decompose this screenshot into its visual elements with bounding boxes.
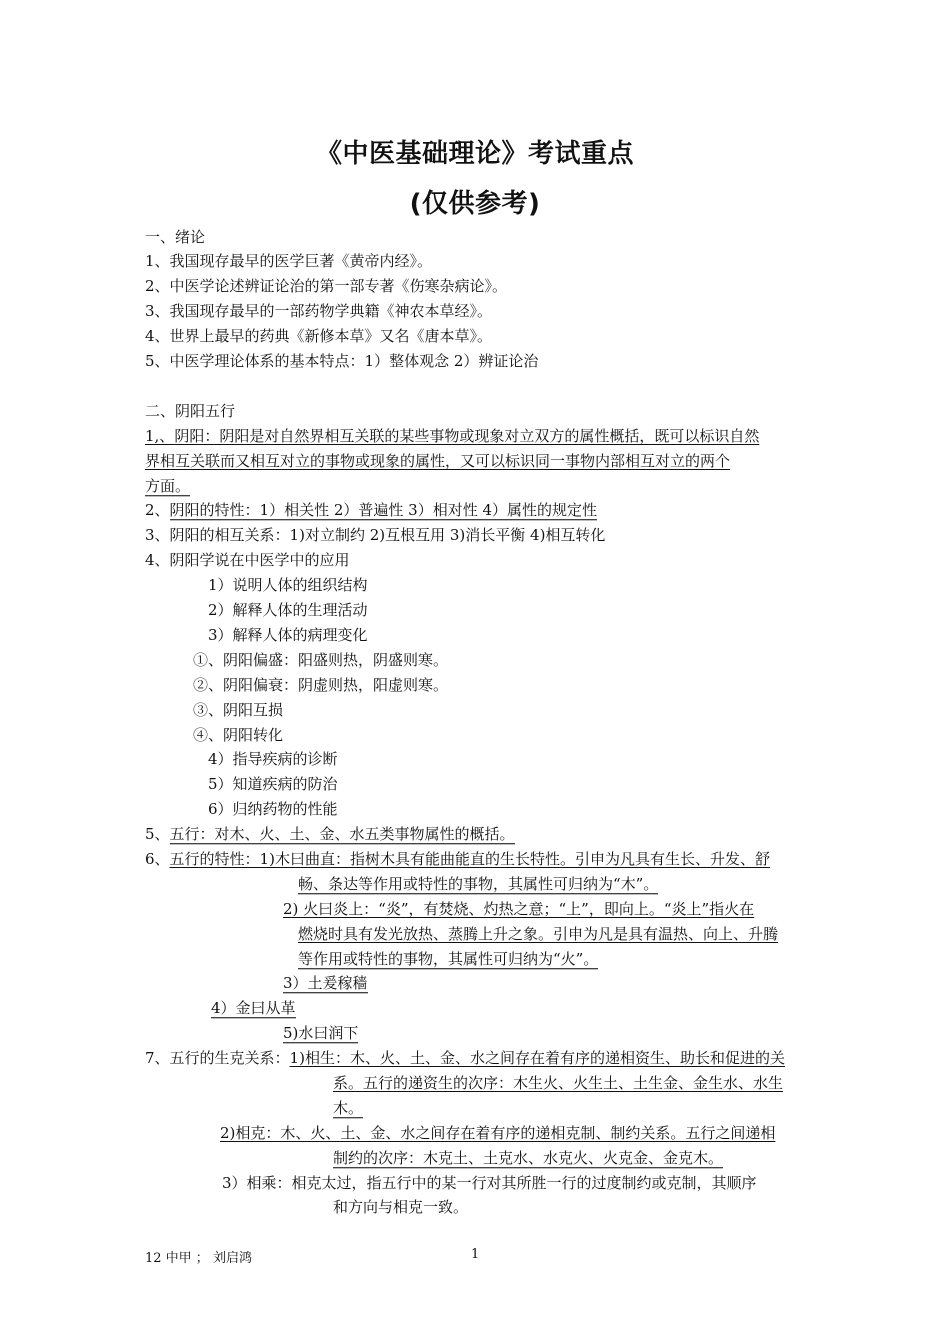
item-text: 方面。 [145,477,191,495]
footer-author: 12 中甲 ； 刘启鸿 [145,1251,252,1266]
list-item: 1、我国现存最早的医学巨著《黄帝内经》。 [145,252,433,270]
item-text: 阴阳的特性：1）相关性 2）普遍性 3）相对性 4）属性的规定性 [169,501,598,519]
sub-item: 2）解释人体的生理活动 [208,601,368,619]
sub-sub-item: ①、阴阳偏盛：阳盛则热，阴盛则寒。 [193,651,449,669]
page-number: 1 [471,1247,480,1262]
sub-item: 3）解释人体的病理变化 [208,626,368,644]
item-text: 木。 [333,1099,364,1117]
item-prefix: 7、五行的生克关系： [145,1049,290,1067]
list-item-6-cont [298,874,658,894]
item-text: 等作用或特性的事物，其属性可归纳为“火”。 [298,950,599,968]
list-item-1-cont [145,476,190,496]
list-item-1-cont: 界相互关联而又相互对立的事物或现象的属性，又可以标识同一事物内部相互对立的两个 [145,452,731,470]
list-item-3: 3、阴阳的相互关系：1)对立制约 2)互根互用 3)消长平衡 4)相互转化 [145,526,606,544]
list-item-7-cont [333,1148,723,1168]
item-text: 1)相生：木、火、土、金、水之间存在着有序的递相资生、助长和促进的关 [289,1049,785,1067]
item-text: 制约的次序：木克土、土克水、水克火、火克金、金克木。 [333,1149,724,1167]
item-text: 阴阳：阴阳是对自然界相互关联的某些事物或现象对立双方的属性概括，既可以标识自然 [174,427,760,445]
item-prefix: 2、 [145,501,170,519]
list-item-7-cont [333,1098,363,1118]
sub-item: 4）指导疾病的诊断 [208,750,338,768]
list-item-5 [145,824,515,844]
item-prefix: 1,、 [145,427,175,445]
list-item-1 [145,426,759,446]
list-item-6-cont: 2) 火曰炎上：“炎”，有焚烧、灼热之意；“上”，即向上。“炎上”指火在 [283,900,755,918]
list-item-7-cont: 2)相克：木、火、土、金、水之间存在着有序的递相克制、制约关系。五行之间递相 [220,1124,776,1142]
list-item-7 [145,1048,785,1068]
list-item-6 [145,849,770,869]
list-item-6-cont [211,998,296,1018]
item-text: 五行的特性：1)木曰曲直：指树木具有能曲能直的生长特性。引申为凡具有生长、升发、舒 [169,850,770,868]
section-heading-yinyang: 二、阴阳五行 [145,402,236,420]
list-item-2 [145,500,597,520]
list-item-7-cont: 和方向与相克一致。 [333,1198,469,1216]
list-item-7-cont: 3）相乘：相克太过，指五行中的某一行对其所胜一行的过度制约或克制，其顺序 [222,1174,757,1192]
section-heading-intro: 一、绪论 [145,228,206,246]
list-item-6-cont [283,1023,358,1043]
item-text: 五行：对木、火、土、金、水五类事物属性的概括。 [169,825,515,843]
sub-item: 5）知道疾病的防治 [208,775,338,793]
page-title: 《中医基础理论》考试重点 [315,139,634,169]
list-item: 3、我国现存最早的一部药物学典籍《神农本草经》。 [145,302,493,320]
sub-sub-item: ④、阴阳转化 [193,726,284,744]
list-item-7-cont: 系。五行的递资生的次序：木生火、火生土、土生金、金生水、水生 [333,1074,784,1092]
list-item-6-cont [283,973,368,993]
item-text: 3）土爰稼穑 [283,974,368,992]
sub-item: 6）归纳药物的性能 [208,800,338,818]
list-item-6-cont: 燃烧时具有发光放热、蒸腾上升之象。引申为凡是具有温热、向上、升腾 [298,925,779,943]
list-item-4: 4、阴阳学说在中医学中的应用 [145,551,350,569]
item-text: 畅、条达等作用或特性的事物，其属性可归纳为“木”。 [298,875,659,893]
page-subtitle: (仅供参考) [409,189,541,219]
sub-sub-item: ③、阴阳互损 [193,701,284,719]
list-item-6-cont [298,949,598,969]
sub-sub-item: ②、阴阳偏衰：阴虚则热，阳虚则寒。 [193,676,449,694]
item-prefix: 5、 [145,825,170,843]
list-item: 4、世界上最早的药典《新修本草》又名《唐本草》。 [145,327,493,345]
item-text: 4）金曰从革 [211,999,296,1017]
item-text: 5)水曰润下 [283,1024,359,1042]
sub-item: 1）说明人体的组织结构 [208,576,368,594]
item-prefix: 6、 [145,850,170,868]
list-item: 2、中医学论述辨证论治的第一部专著《伤寒杂病论》。 [145,277,508,295]
list-item: 5、中医学理论体系的基本特点：1）整体观念 2）辨证论治 [145,352,539,370]
